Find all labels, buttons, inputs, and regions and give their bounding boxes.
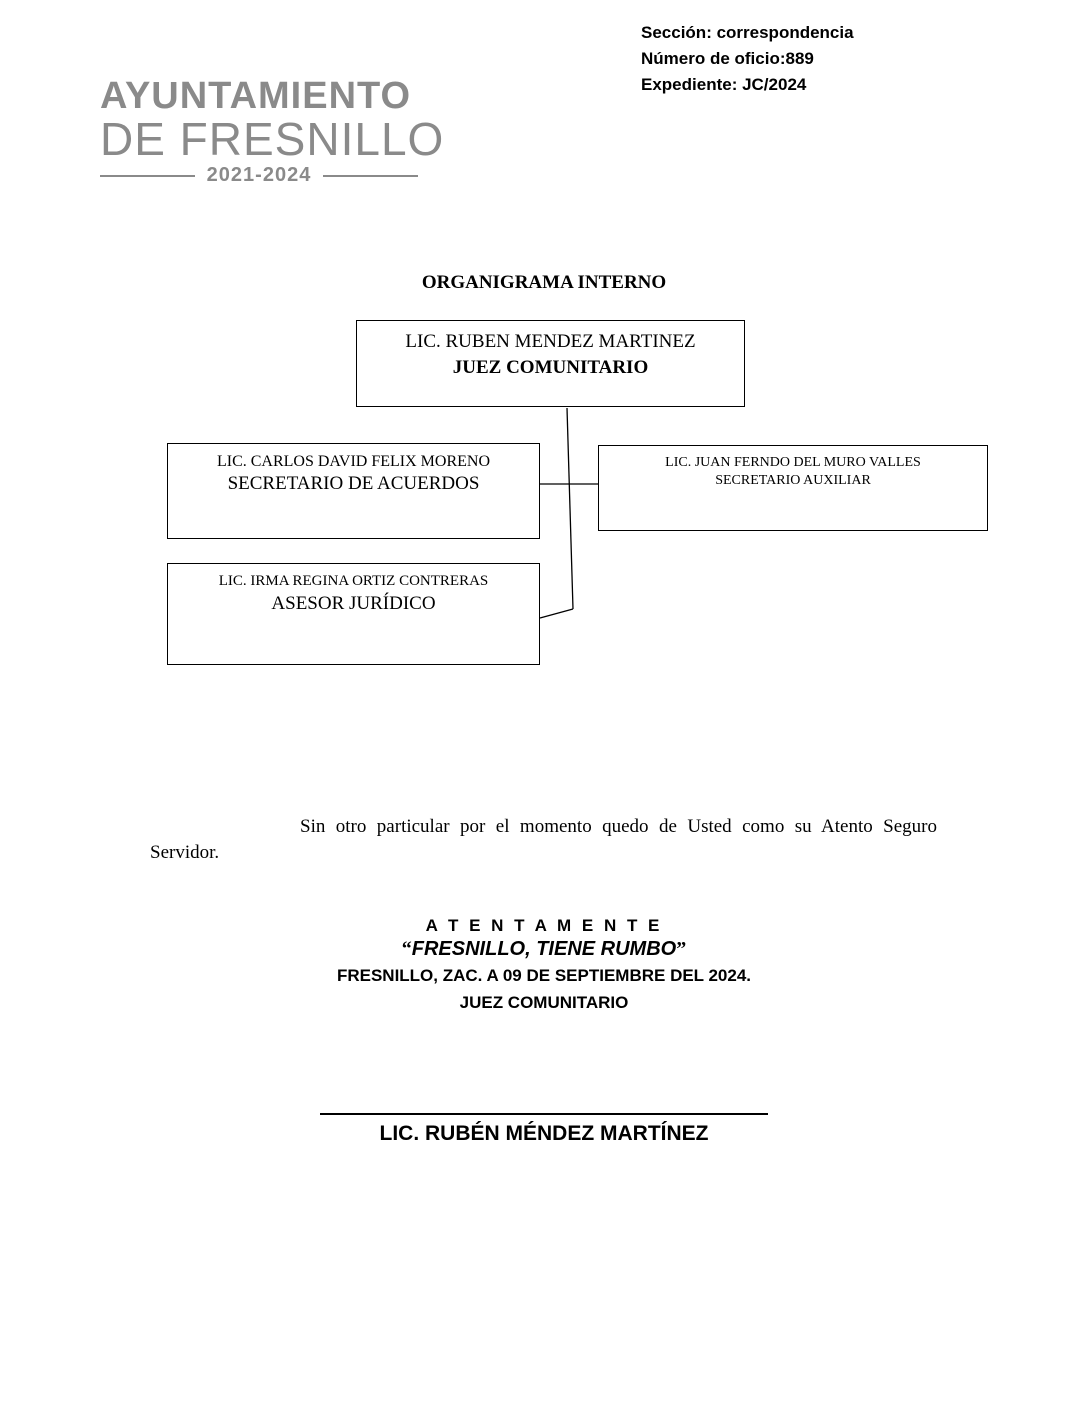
lema-quote-open: “ (401, 938, 412, 960)
org-box-juez (356, 320, 745, 407)
logo-years-row (100, 164, 418, 187)
secretario-auxiliar-name: LIC. JUAN FERNDO DEL MURO VALLES (665, 455, 921, 470)
cargo-label: JUEZ COMUNITARIO (459, 993, 629, 1012)
org-box-asesor (167, 563, 540, 665)
asesor-name: LIC. IRMA REGINA ORTIZ CONTRERAS (218, 573, 489, 589)
logo-rule-right (323, 175, 418, 177)
lema (0, 938, 1088, 961)
lema-text: FRESNILLO, TIENE RUMBO (411, 938, 677, 960)
lugar-fecha: FRESNILLO, ZAC. A 09 DE SEPTIEMBRE DEL 2024. (336, 966, 752, 985)
ayuntamiento-logo (100, 75, 445, 187)
juez-name: LIC. RUBEN MENDEZ MARTINEZ (405, 331, 696, 352)
seccion-label: Sección: correspondencia (641, 23, 854, 42)
connector-to-asesor (540, 609, 573, 618)
logo-rule-left (100, 175, 195, 177)
atentamente-label: A T E N T A M E N T E (425, 916, 663, 935)
juez-role: JUEZ COMUNITARIO (452, 357, 649, 378)
secretario-acuerdos-name: LIC. CARLOS DAVID FELIX MORENO (216, 453, 491, 470)
expediente-label: Expediente: JC/2024 (641, 75, 807, 94)
logo-line1: AYUNTAMIENTO (100, 75, 412, 117)
numero-oficio-label: Número de oficio:889 (641, 49, 814, 68)
secretario-auxiliar-role: SECRETARIO AUXILIAR (715, 473, 871, 488)
logo-years: 2021-2024 (206, 164, 312, 186)
lema-quote-close: ” (676, 938, 687, 960)
secretario-acuerdos-role: SECRETARIO DE ACUERDOS (227, 473, 480, 494)
asesor-role: ASESOR JURÍDICO (271, 593, 436, 614)
closing-paragraph: Sin otro particular por el momento quedo de Usted como su Atento Seguro Servidor. (150, 816, 937, 863)
org-box-secretario-auxiliar (598, 445, 988, 531)
connector-vertical (567, 408, 573, 609)
signature-line (320, 1113, 768, 1115)
organigrama-title: ORGANIGRAMA INTERNO (421, 272, 667, 293)
logo-line2: DE FRESNILLO (100, 113, 445, 165)
signer-name: LIC. RUBÉN MÉNDEZ MARTÍNEZ (379, 1122, 709, 1145)
org-box-secretario-acuerdos (167, 443, 540, 539)
document-header-info (641, 20, 854, 98)
